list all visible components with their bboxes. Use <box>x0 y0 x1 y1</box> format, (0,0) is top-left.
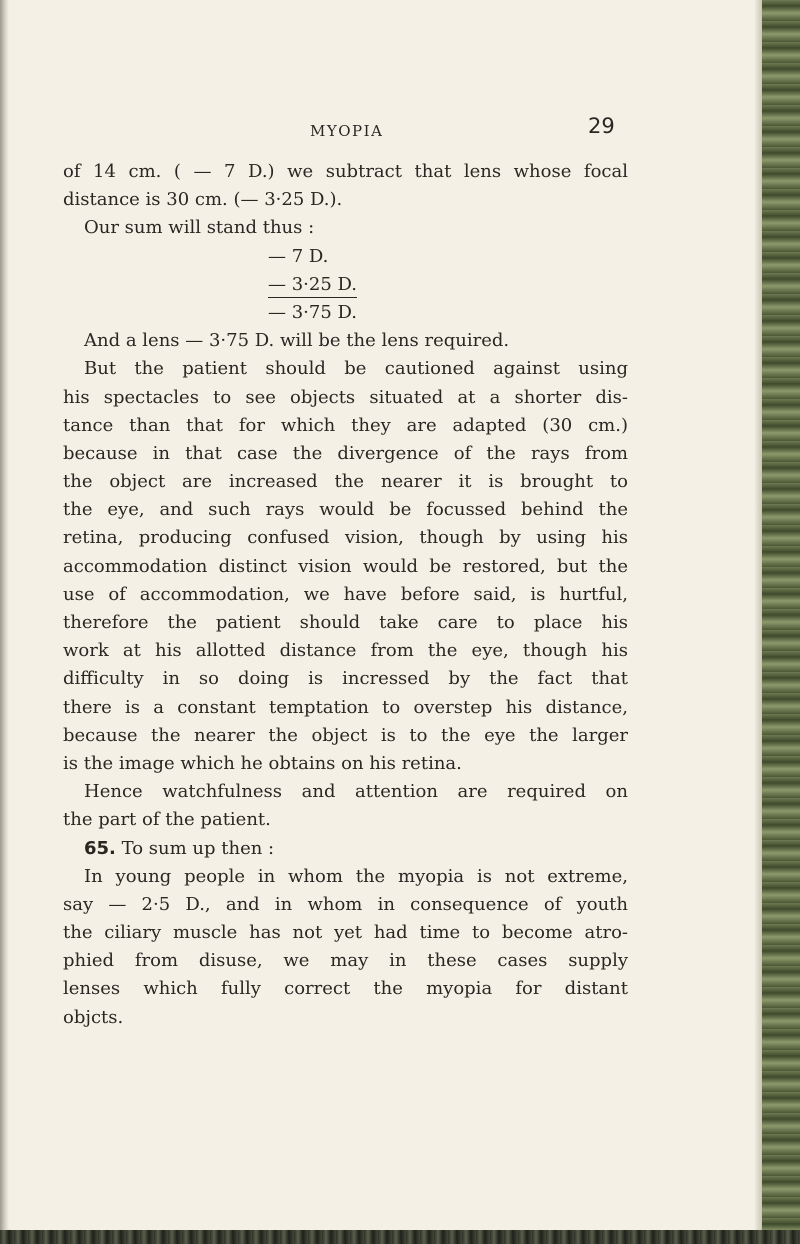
text-line: there is a constant temptation to overstep his distance, <box>63 696 628 718</box>
body-text <box>63 158 628 1032</box>
book-spine-edge <box>760 0 800 1244</box>
text-line: Our sum will stand thus : <box>84 217 315 239</box>
text-line: work at his allotted distance from the eye, though his <box>63 640 628 662</box>
text-line: his spectacles to see objects situated at a shorter dis- <box>63 386 628 408</box>
section-number: 65. <box>84 837 116 859</box>
text-line: retina, producing confused vision, though by using his <box>63 527 628 549</box>
text-line: phied from disuse, we may in these cases supply <box>63 950 628 972</box>
text-line: the part of the patient. <box>63 809 271 831</box>
sum-term-underlined: — 3·25 D. <box>268 273 357 298</box>
text-line: because in that case the divergence of the rays from <box>63 442 628 464</box>
text-line: accommodation distinct vision would be restored, but the <box>63 555 628 577</box>
running-head: MYOPIA <box>310 122 384 140</box>
text-line: say — 2·5 D., and in whom in consequence of youth <box>63 893 628 915</box>
text-line: because the nearer the object is to the eye the larger <box>63 724 628 746</box>
text-line: is the image which he obtains on his retina. <box>63 752 462 774</box>
text-line: difficulty in so doing is incressed by the fact that <box>63 668 628 690</box>
page-bottom-edge <box>0 1230 800 1244</box>
section-heading <box>63 835 628 863</box>
text-line: lenses which fully correct the myopia for distant <box>63 978 628 1000</box>
sum-total: — 3·75 D. <box>268 301 358 323</box>
text-line: the ciliary muscle has not yet had time to become atro- <box>63 922 628 944</box>
text-line: But the patient should be cautioned against using <box>84 358 628 380</box>
text-line: of 14 cm. ( — 7 D.) we subtract that lens whose focal <box>63 161 628 182</box>
sum-term: — 7 D. <box>268 245 329 267</box>
text-line: the eye, and such rays would be focussed behind the <box>63 499 628 521</box>
page-left-edge <box>0 0 9 1244</box>
text-line: And a lens — 3·75 D. will be the lens required. <box>84 330 510 352</box>
page-header <box>0 114 800 144</box>
text-line: use of accommodation, we have before said, is hurtful, <box>63 583 628 605</box>
text-line: objcts. <box>63 1006 124 1028</box>
sum-term <box>63 271 628 299</box>
text-line: distance is 30 cm. (— 3·25 D.). <box>63 189 343 211</box>
page-number: 29 <box>588 114 615 138</box>
section-heading-text: To sum up then : <box>121 837 275 859</box>
text-line: In young people in whom the myopia is not extreme, <box>84 865 628 887</box>
text-line: tance than that for which they are adapted (30 cm.) <box>63 414 628 436</box>
text-line: therefore the patient should take care to place his <box>63 612 628 633</box>
text-line: the object are increased the nearer it is brought to <box>63 471 628 493</box>
text-line: Hence watchfulness and attention are required on <box>84 781 628 803</box>
